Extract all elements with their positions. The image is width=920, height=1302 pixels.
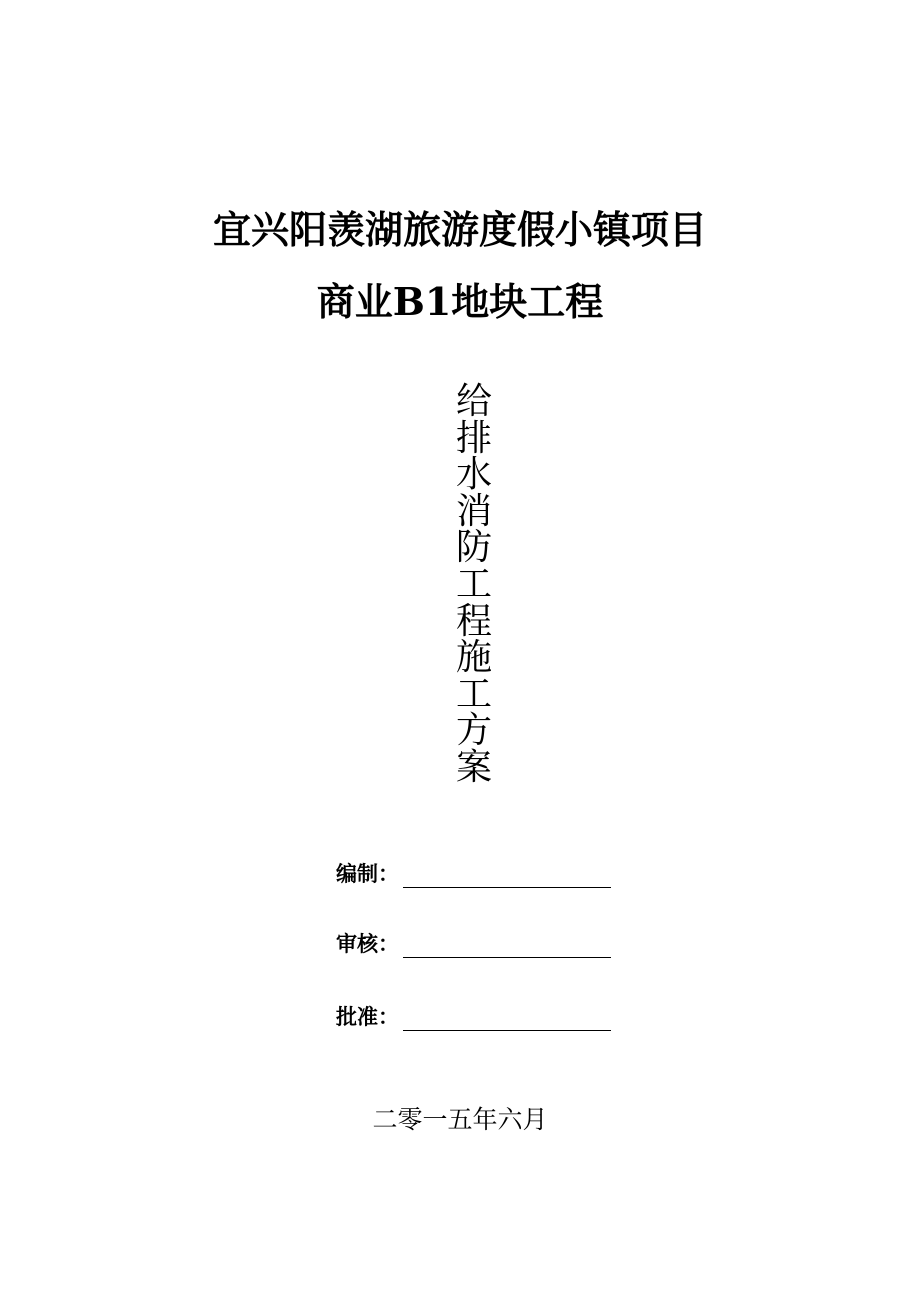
plan-title-char: 给 <box>455 381 492 422</box>
review-label: 审核： <box>336 931 399 956</box>
plan-title-vertical <box>446 381 502 788</box>
review-signature-line <box>403 931 611 958</box>
plan-title-char: 排 <box>455 417 492 459</box>
plan-title-char: 案 <box>455 746 492 788</box>
project-name-heading: 宜兴阳羡湖旅游度假小镇项目 <box>212 207 707 252</box>
review-signature-row <box>336 924 611 958</box>
approve-label: 批准： <box>336 1004 399 1029</box>
plan-title-char: 程 <box>455 600 492 642</box>
plan-title-char: 工 <box>455 563 492 605</box>
plan-title-char: 施 <box>455 637 492 679</box>
plan-title-char: 防 <box>455 527 492 569</box>
subproject-name-heading: 商业B1地块工程 <box>316 279 604 324</box>
plan-title-char: 消 <box>455 490 492 532</box>
document-date: 二零一五年六月 <box>372 1105 548 1134</box>
edit-signature-line <box>403 861 611 888</box>
edit-signature-row <box>336 854 611 888</box>
approve-signature-line <box>403 1004 611 1031</box>
plan-title-char: 方 <box>455 710 492 752</box>
plan-title-char: 水 <box>455 454 492 496</box>
edit-label: 编制： <box>336 861 399 886</box>
plan-title-char: 工 <box>455 673 492 715</box>
approve-signature-row <box>336 997 611 1031</box>
